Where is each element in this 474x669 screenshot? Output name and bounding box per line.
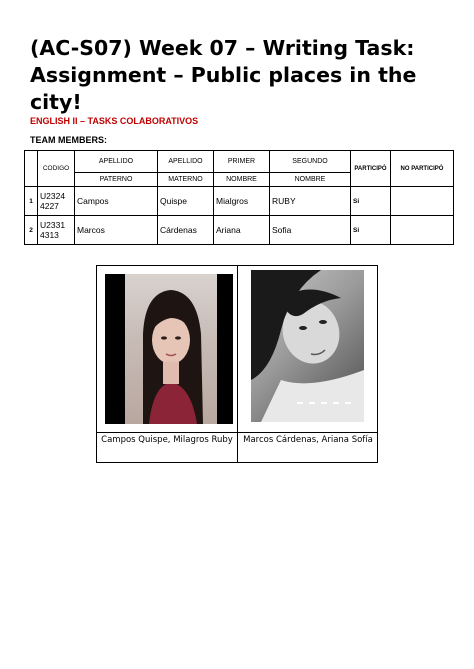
header-paterno: PATERNO [75,173,158,187]
header-num [25,151,38,187]
row-code: U2331 4313 [38,216,75,245]
member-photo-2 [251,270,364,422]
portrait-illustration-1 [105,274,233,424]
header-participo: PARTICIPÓ [351,151,391,187]
member-photos-table [96,265,378,463]
team-members-label: TEAM MEMBERS: [30,135,107,145]
row-participo: Si [351,216,391,245]
row-primer-nombre: Ariana [214,216,270,245]
caption-divider [97,432,377,433]
row-num: 2 [25,216,38,245]
row-segundo-nombre: RUBY [270,187,351,216]
row-materno: Cárdenas [158,216,214,245]
photo-caption-1: Campos Quispe, Milagros Ruby [101,435,233,445]
row-paterno: Campos [75,187,158,216]
row-num: 1 [25,187,38,216]
portrait-illustration-2 [251,270,364,422]
photo-caption-2: Marcos Cárdenas, Ariana Sofía [243,435,373,445]
header-nombre-2: NOMBRE [270,173,351,187]
row-participo: Si [351,187,391,216]
header-no-participo: NO PARTICIPÓ [391,151,454,187]
document-title: (AC-S07) Week 07 – Writing Task: Assignment – Public places in the city! [30,36,417,114]
table-row [25,187,454,216]
member-photo-1 [105,274,233,424]
row-materno: Quispe [158,187,214,216]
header-primer: PRIMER [214,151,270,173]
header-materno: MATERNO [158,173,214,187]
row-segundo-nombre: Sofia [270,216,351,245]
row-no-participo [391,187,454,216]
row-primer-nombre: Mialgros [214,187,270,216]
header-apellido-2: APELLIDO [158,151,214,173]
table-row [25,216,454,245]
table-header-row [25,151,454,173]
course-subtitle: ENGLISH II – TASKS COLABORATIVOS [30,116,199,126]
header-nombre-1: NOMBRE [214,173,270,187]
team-members-table [24,150,454,245]
row-paterno: Marcos [75,216,158,245]
row-no-participo [391,216,454,245]
header-segundo: SEGUNDO [270,151,351,173]
row-code: U2324 4227 [38,187,75,216]
header-apellido-1: APELLIDO [75,151,158,173]
header-codigo: CODIGO [38,151,75,187]
